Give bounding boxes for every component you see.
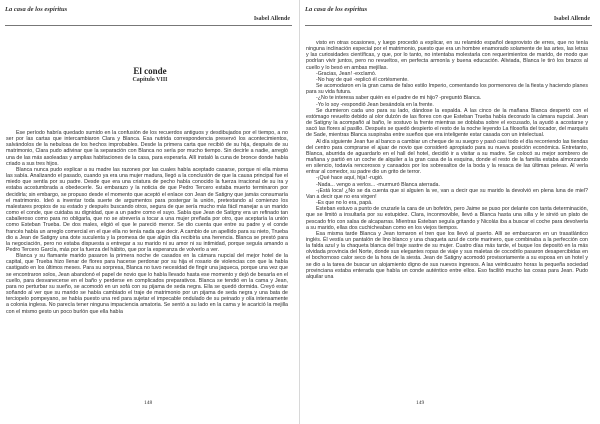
page-number: 149 bbox=[416, 400, 425, 406]
paragraph: Se durmieron cada uno para su lado, dándose la espalda. A las cinco de la mañana Blanca despertó con el estómago revuelto debido al olor dulzón de las flores con que Esteban Trueba había decorado la cámara nupcial. Jean de Satigny la acompañó al baño, le sostuvo la frente mientras se doblaba sobre el excusado, la ayudó a acostarse y sacó las flores al pasillo. Después se quedó despierto el resto de la noche leyendo La filosofía del tocador, del marqués de Sade, mientras Blanca suspiraba entre sueños que era inteligente estar casada con un intelectual. bbox=[306, 107, 588, 139]
chapter-heading bbox=[0, 66, 300, 83]
page-number: 148 bbox=[144, 400, 153, 406]
paragraph: Ese período habría quedado sumido en la confusión de los recuerdos antiguos y desdibujados por el tiempo, a no ser por las cartas que intercambiaron Clara y Blanca. Esa nutrida correspondencia preservó los acontecimientos, salvándolos de la nebulosa de los hechos improbables. Desde la primera carta que recibió de su hija, después de su matrimonio, Clara pudo adivinar que la separación con Blanca no sería por mucho tiempo. Sin decirle a nadie, arregló una de las más asoleadas y amplias habitaciones de la casa, para esperarla. Allí instaló la cuna de bronce donde había criado a sus tres hijos. bbox=[6, 130, 288, 167]
paragraph: -Yo lo soy -respondió Jean besándola en la frente. bbox=[316, 101, 434, 108]
header-rule bbox=[5, 25, 292, 26]
paragraph: Esteban estuvo a punto de cruzarle la cara de un bofetón, pero Jaime se puso por delante con tanta determinación, que se limitó a insultarla por su estupidez. Clara, inconmovible, llevó a Blanca hasta una silla y le sirvió un plato de pescado frío con salsa de alcaparras. Mientras Esteban seguía gritando y Nicolás iba a buscar el coche para devolverla a su marido, ellas dos cuchicheaban como en los viejos tiempos. bbox=[306, 206, 588, 231]
body-text bbox=[306, 40, 588, 280]
running-head-title: La casa de los espíritus bbox=[5, 6, 68, 13]
body-text bbox=[6, 130, 288, 315]
paragraph: -Nada... vengo a verlos... -murmuró Blanca aterrada. bbox=[316, 181, 440, 188]
running-head-author: Isabel Allende bbox=[253, 16, 290, 22]
paragraph: Blanca nunca pudo explicar a su madre las razones por las cuales había aceptado casarse, porque ni ella misma las sabía. Analizando el pasado, cuando ya era una mujer madura, llegó a la conclusión de que la causa principal fue el miedo que sentía por su padre. Desde que era una criatura de pecho había conocido la fuerza irracional de su ira y estaba acostumbrada a obedecerle. Su embarazo y la noticia de que Pedro Tercero estaba muerto terminaron por decidirla; sin embargo, se propuso desde el momento que aceptó el enlace con Jean de Satigny que jamás consumaría el matrimonio. Ideó a inventar toda suerte de argumentos para postergar la unión, pretextando al comienzo los malestares propios de su estado y después buscando otros, segura de que sería mucho más fácil manejar a un marido como el conde, que cuidaba su dignidad, que a un padre como el suyo. Sabía que Jean de Satigny era un refinado tan caballeroso como para no obligarla, que no se atrevería a tocar a una mujer preñada por otro, que aceptaría la unión como Esteban Trueba. De dos males, eligió el que le pareció menor. Se dio cuenta que entre su padre y el conde francés había un arreglo comercial en el que ella no tenía nada que decir. A cambio de un apellido para su nieto, Trueba dio a Jean de Satigny una dote suculenta y la promesa de que algún día recibiría una herencia. Blanca se prestó para la negociación, pero no estaba dispuesta a entregar a su marido ni su amor ni su intimidad, porque seguía amando a Pedro Tercero García, más por la fuerza del hábito, que por la esperanza de volverlo a ver. bbox=[6, 166, 288, 253]
paragraph: visto en otras ocasiones, y luego procedió a explicar, en su relamido español desprovisto de erres, que no tenía ninguna inclinación especial por el matrimonio, puesto que era un hombre enamorado solamente de las artes, las letras y las curiosidades científicas, y que, por lo tanto, no intentaba molestarla con requerimientos de marido, de modo que podrían vivir juntos, pero no revueltos, en perfecta armonía y buena educación. Aliviada, Blanca le tiró los brazos al cuello y lo besó en ambas mejillas. bbox=[306, 40, 588, 71]
paragraph: -¿No te interesa saber quién es el padre de mi hijo? -preguntó Blanca. bbox=[316, 95, 482, 102]
paragraph: Esa misma tarde Blanca y Jean tomaron el tren que los llevó al puerto. Allí se embarcaron en un trasatlántico inglés. Él vestía un pantalón de lino blanco y una chaqueta azul de corte marinero, que combinaba a la perfección con la falda azul y la chaqueta blanca del traje sastre de su mujer. Cuatro días más tarde, el buque los depositó en la más olvidada provincia del Norte, donde sus elegantes ropas de viaje y sus maletas de cocodrilo pasaron desapercibidas en el bochornoso calor seco de la hora de la siesta. Jean de Satigny acomodó provisoriamente a su esposa en un hotel y se dio a la tarea de buscar un alojamiento digno de sus nuevos ingresos. A las veinticuatro horas la pequeña sociedad provinciana estaba enterada que había un conde auténtico entre ellos. Eso facilitó mucho las cosas para Jean. Pudo alquilar una bbox=[306, 230, 588, 280]
paragraph: Al día siguiente Jean fue al banco a cambiar un cheque de su suegro y pasó casi todo el día recorriendo las tiendas del centro para comprarse el ajuar de novio que consideró apropiado para su nueva posición económica. Entretanto, Blanca, aburrida de aguardarlo en el hall del hotel, decidió ir a visitar a su madre. Se colocó su mejor sombrero de mañana y partió en un coche de alquiler a la gran casa de la esquina, donde el resto de la familia estaba almorzando en silencio, todavía rencorosos y cansados por los sobresaltos de la boda y la resaca de las últimas peleas. Al verla entrar al comedor, su padre dio un grito de terror. bbox=[306, 138, 588, 176]
paragraph: -Gracias, Jean! -exclamó. bbox=[316, 70, 377, 77]
paragraph: -¡Qué hace aquí, hija! -rugió. bbox=[316, 175, 384, 182]
running-head-author: Isabel Allende bbox=[553, 16, 590, 22]
paragraph: -Es que no lo era, papá. bbox=[316, 200, 373, 207]
paragraph: -¡Está loca! ¿No se da cuenta que si alguien la ve, van a decir que su marido la devolvió en plena luna de miel? Van a decir que no era virgen! bbox=[306, 187, 588, 200]
chapter-number: Capítulo VIII bbox=[132, 77, 168, 83]
paragraph: Blanca y su flamante marido pasaron la primera noche de casados en la cámara nupcial del mejor hotel de la capital, que Trueba hizo llenar de flores para hacerse perdonar por su hija el rosario de violencias con que la había castigado en los últimos meses. Para su sorpresa, Blanca no tuvo necesidad de fingir una jaqueca, porque una vez que se encontraron solos, Jean abandonó el papel de novio que lo había llevado hasta ese momento y dejó de besarla en el cuello, para desvanecerse en el baño y perderse en complicados preparativos. Blanca se tendió en la cama y Jean, para no perturbar su sueño, se acomodó en un sofá con su pijama de seda negra. Ella se quedó dormida. Creyó estar soñando al ver que su marido se había cambiado el traje de matrimonio por un pijama de seda negra y una bata de terciopelo pompeyano, se había puesto una red para sujetar el impecable ondulado de su peinado y olía intensamente a colonia inglesa. No parecía tener ninguna impaciencia amatoria. Se sentó a su lado en la cama y le acarició la mejilla con el mismo gesto un poco burlón que ella había bbox=[6, 253, 288, 315]
paragraph: Se acomodaron en la gran cama de falso estilo Imperio, comentando los pormenores de la fiesta y haciendo planes para su vida futura. bbox=[306, 83, 588, 96]
right-page bbox=[300, 0, 600, 424]
chapter-title: El conde bbox=[133, 66, 167, 76]
header-rule bbox=[305, 25, 592, 26]
running-head-title: La casa de los espíritus bbox=[305, 6, 368, 13]
paragraph: -No hay de qué -replicó él cortésmente. bbox=[316, 76, 409, 83]
